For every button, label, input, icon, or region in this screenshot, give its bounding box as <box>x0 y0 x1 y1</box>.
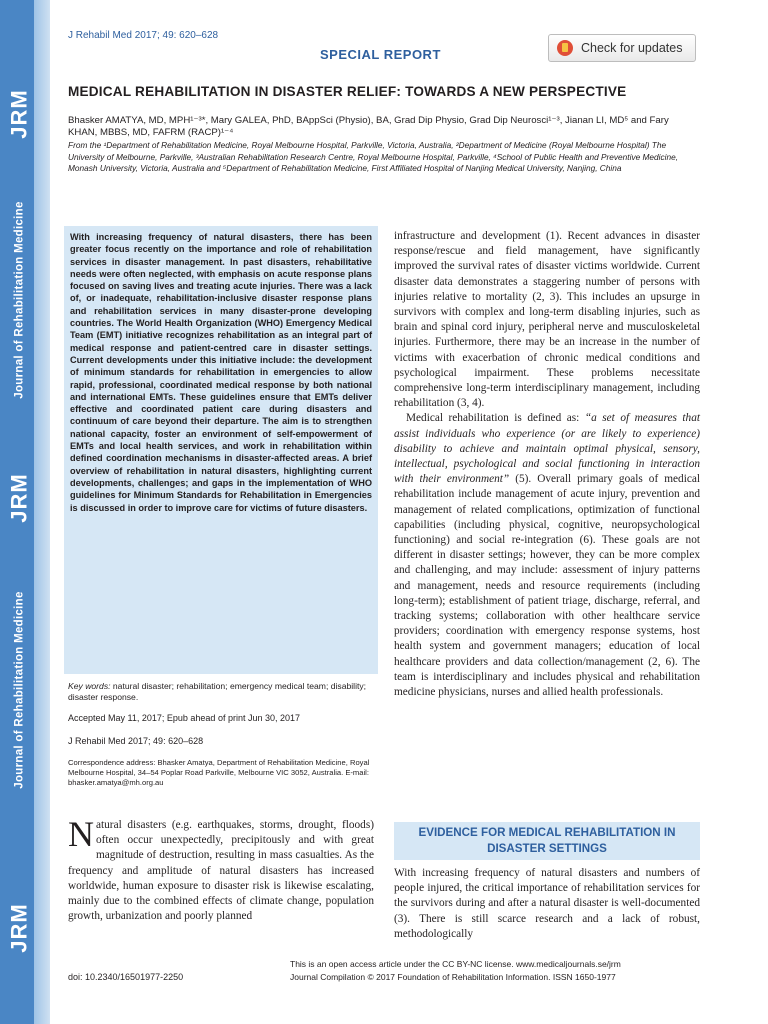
side-journal-name: Journal of Rehabilitation Medicine <box>14 201 27 399</box>
introduction-text: atural disasters (e.g. earthquakes, storms, drought, floods) often occur unexpectedly, precipitously and with great magnitude of destruction, resulting in mass casualties. As the frequency and amplitude of natural disasters has increased worldwide, human exposure to disaster risk is likewise escalating, mainly due to the combined effects of climate change, population growth, urbanization and poorly planned <box>68 819 374 923</box>
definition-quote: “a set of measures that assist individuals who experience (or are likely to experience) disability to achieve and maintain optimal physical, sensory, intellectual, psychological and social functioning in interaction with their environment” <box>394 412 700 486</box>
doi: doi: 10.2340/16501977-2250 <box>68 972 184 982</box>
check-for-updates-button[interactable] <box>548 34 696 62</box>
keywords-text: natural disaster; rehabilitation; emergency medical team; disability; disaster response. <box>68 681 367 702</box>
journal-side-band <box>0 0 50 1024</box>
correspondence-address: Correspondence address: Bhasker Amatya, Department of Rehabilitation Medicine, Royal Melbourne Hospital, 34–54 Poplar Road Parkville, Melbourne VIC 3052, Australia. E-mail: bhasker.amatya@mh.org.au <box>68 758 370 787</box>
article-title: MEDICAL REHABILITATION IN DISASTER RELIEF: TOWARDS A NEW PERSPECTIVE <box>68 84 627 99</box>
keywords-label: Key words: <box>68 681 111 691</box>
side-jrm-label: JRM <box>7 903 33 953</box>
introduction-paragraph <box>68 814 374 924</box>
body-paragraph: Medical rehabilitation is defined as: “a set of measures that assist individuals who experience (or are likely to experience) disability to achieve and maintain optimal physical, sensory, intellectual, psychological and social functioning in interaction with their environment” (5). Overall primary goals of medical rehabilitation include management of acute injury, prevention and management of related complications, optimization of functional capabilities (including physical, cognitive, neuropsychological functioning) and social re-integration (6). These goals are not different in disaster settings; however, they can be more complex and challenging, and may include: assessment of injury patterns and management, needs and resource requirements (including long-term); establishment of patient triage, discharge, referral, and tracking systems; collaboration with other healthcare service providers; coordination with emergency response systems, host health system and government managers; education of local healthcare providers and data collection/management (2, 6). The team is interdisciplinary and includes physical and rehabilitation medicine physicians, nurses and allied health professionals. <box>394 412 700 699</box>
section-label: SPECIAL REPORT <box>320 47 441 62</box>
side-jrm-label: JRM <box>7 89 33 139</box>
right-column-text <box>394 229 700 700</box>
section-heading: EVIDENCE FOR MEDICAL REHABILITATION IN DISASTER SETTINGS <box>394 822 700 860</box>
copyright-line: Journal Compilation © 2017 Foundation of Rehabilitation Information. ISSN 1650-1977 <box>290 972 616 982</box>
keywords <box>68 681 378 703</box>
abstract-box: With increasing frequency of natural disasters, there has been greater focus recently on the importance and role of rehabilitation services in disaster management. In past disasters, rehabilitative needs were often neglected, with emphasis on acute response plans focused on saving lives and treating acute injuries. There was a lack of, or inadequate, rehabilitation-inclusive disaster response plans and rehabilitation services in many disaster-prone developing countries. The World Health Organization (WHO) Emergency Medical Team (EMT) initiative recognizes rehabilitation as an integral part of medical response and patient-centred care in disaster settings. Current developments under this initiative include: the development of minimum standards for rehabilitation in emergencies to allow rapid, professional, coordinated medical response by both national and international EMTs. These guidelines ensure that EMTs deliver effective and coordinated patient care during disasters and continuum of care beyond their departure. The aim is to strengthen national capacity, foster an environment of self-empowerment of EMTs and local health services, and work in rehabilitation within defined coordination mechanisms in disaster-affected areas. A brief overview of rehabilitation in natural disasters, highlighting current developments, challenges; and gaps in the implementation of WHO guidelines for Minimum Standards for Rehabilitation in Emergencies is discussed in order to improve care for victims of future disasters. <box>64 226 378 674</box>
header-citation: J Rehabil Med 2017; 49: 620–628 <box>68 30 219 41</box>
license-line: This is an open access article under the CC BY-NC license. www.medicaljournals.se/jrm <box>290 959 621 969</box>
license-notice <box>290 958 700 984</box>
body-paragraph: infrastructure and development (1). Recent advances in disaster response/rescue and field management, have significantly improved the survival rates of disaster victims worldwide. Current disaster data demonstrates a staggering number of persons with injuries relative to mortality (2, 3). This includes an upsurge in survivors with complex and long-term disabling injuries, such as brain and spinal cord injury, peripheral nerve and musculoskeletal injuries. Furthermore, there may be an increase in the number of victims with exacerbation of chronic medical conditions and psychological impairment. These problems necessitate comprehensive long-term interdisciplinary management, including rehabilitation (3, 4). <box>394 230 700 410</box>
accepted-date: Accepted May 11, 2017; Epub ahead of print Jun 30, 2017 <box>68 713 301 723</box>
crossmark-icon <box>557 40 573 56</box>
side-jrm-label: JRM <box>7 473 33 523</box>
article-citation: J Rehabil Med 2017; 49: 620–628 <box>68 736 204 746</box>
drop-cap: N <box>68 814 94 854</box>
body-paragraph: With increasing frequency of natural disasters and numbers of people injured, the critical importance of rehabilitation services for the survivors during and after a natural disaster is well-documented (3). There is still scarce research and a lack of robust, methodologically <box>394 867 700 940</box>
affiliations: From the ¹Department of Rehabilitation Medicine, Royal Melbourne Hospital, Parkville, Victoria, Australia, ²Department of Medicine (Royal Melbourne Hospital) The University of Melbourne, Parkville, ³Australian Rehabilitation Research Centre, Royal Melbourne Hospital, Parkville, ⁴School of Public Health and Preventive Medicine, Monash University, Victoria, Australia and ⁵Department of Rehabilitation Medicine, First Affiliated Hospital of Nanjing Medical University, Nanjing, China <box>68 140 679 173</box>
author-list: Bhasker AMATYA, MD, MPH¹⁻³*, Mary GALEA, PhD, BAppSci (Physio), BA, Grad Dip Physio, Grad Dip Neurosci¹⁻³, Jianan LI, MD⁵ and Fary KHAN, MBBS, MD, FAFRM (RACP)¹⁻⁴ <box>68 115 669 138</box>
side-journal-name: Journal of Rehabilitation Medicine <box>14 591 27 789</box>
check-for-updates-label: Check for updates <box>581 41 683 55</box>
